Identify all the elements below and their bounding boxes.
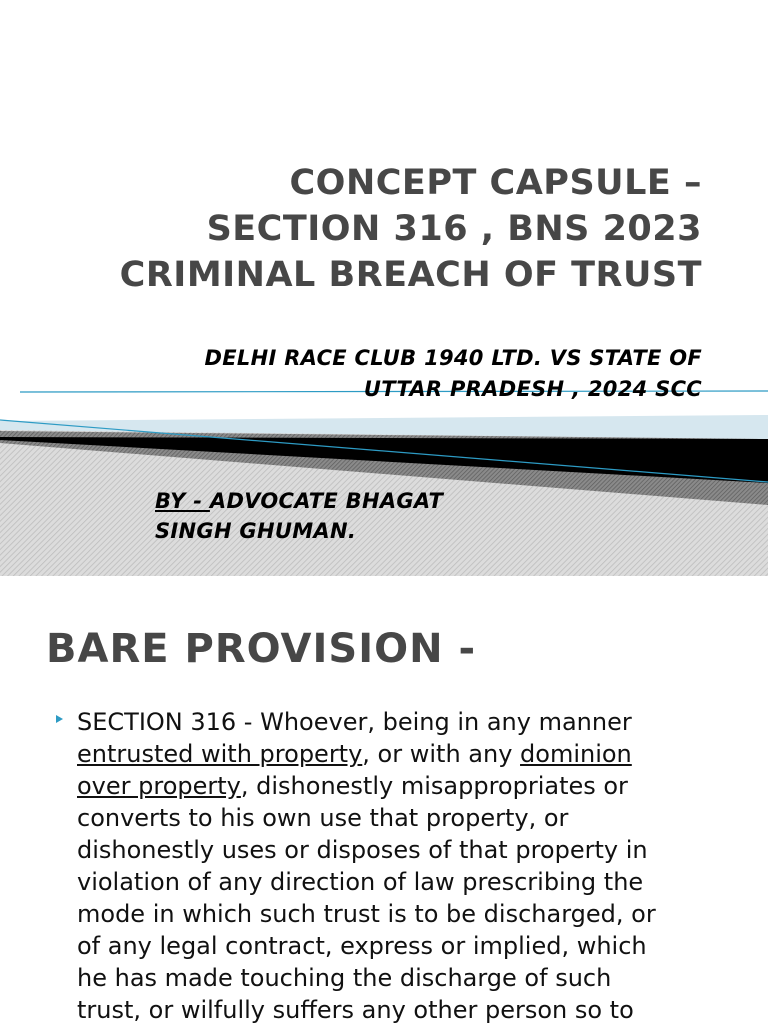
- slide-title: [22, 160, 702, 298]
- text-segment: dishonestly uses or disposes of that property in: [77, 836, 648, 864]
- provision-paragraph: [77, 706, 757, 1024]
- provision-line: [77, 770, 757, 802]
- text-segment: , dishonestly misappropriates or: [240, 772, 628, 800]
- provision-line: [77, 994, 757, 1024]
- underlined-term: dominion: [520, 740, 632, 768]
- provision-line: [77, 898, 757, 930]
- decorative-band: [0, 385, 768, 576]
- slide-heading: BARE PROVISION -: [46, 626, 477, 672]
- title-line: SECTION 316 , BNS 2023: [206, 209, 702, 249]
- provision-line: [77, 962, 757, 994]
- text-segment: of any legal contract, express or implied, which: [77, 932, 647, 960]
- text-segment: trust, or wilfully suffers any other person so to: [77, 996, 634, 1024]
- author-name-part1: ADVOCATE BHAGAT: [209, 489, 444, 513]
- underlined-term: entrusted with property: [77, 740, 363, 768]
- author-name-part2: SINGH GHUMAN.: [155, 519, 357, 543]
- text-segment: he has made touching the discharge of such: [77, 964, 612, 992]
- triangle-bullet-icon: [56, 715, 63, 723]
- title-line: CRIMINAL BREACH OF TRUST: [119, 255, 702, 295]
- bare-provision-slide: [0, 576, 768, 1024]
- provision-line: [77, 738, 757, 770]
- author-byline: [155, 486, 575, 546]
- subtitle-line: DELHI RACE CLUB 1940 LTD. VS STATE OF: [204, 346, 702, 370]
- provision-line: [77, 802, 757, 834]
- title-line: CONCEPT CAPSULE –: [289, 163, 702, 203]
- provision-line: [77, 866, 757, 898]
- provision-line: [77, 834, 757, 866]
- subtitle-line: UTTAR PRADESH , 2024 SCC: [363, 377, 702, 401]
- text-segment: , or with any: [362, 740, 521, 768]
- underlined-term: over property: [77, 772, 241, 800]
- text-segment: converts to his own use that property, or: [77, 804, 569, 832]
- text-segment: violation of any direction of law prescribing the: [77, 868, 644, 896]
- text-segment: SECTION 316 - Whoever, being in any manner: [77, 708, 632, 736]
- provision-line: [77, 930, 757, 962]
- text-segment: mode in which such trust is to be discharged, or: [77, 900, 656, 928]
- case-citation: [22, 343, 702, 405]
- by-label: BY -: [155, 489, 210, 513]
- provision-line: [77, 706, 757, 738]
